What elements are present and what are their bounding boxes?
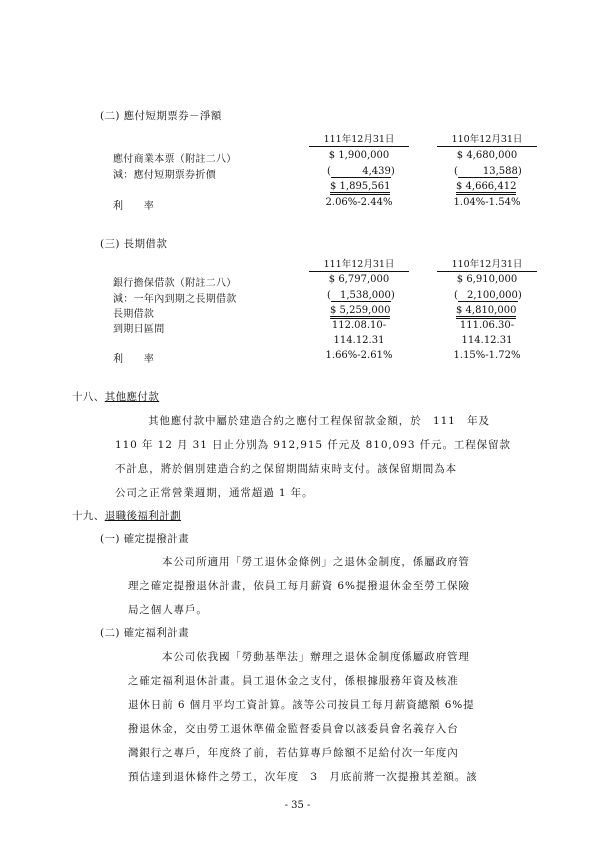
value-2022: $ 1,900,000 bbox=[328, 150, 390, 161]
value-2021-text: 2,100,000 bbox=[458, 290, 518, 302]
paragraph-line: 本公司依我國「勞動基準法」辦理之退休金制度係屬政府管理 bbox=[162, 651, 470, 663]
section-title: 其他應付款 bbox=[104, 391, 160, 403]
value-2022-text: $ 5,259,000 bbox=[330, 305, 390, 319]
row-label: 減：一年內到期之長期借款 bbox=[113, 294, 237, 305]
value-2021: $ 4,680,000 bbox=[456, 150, 518, 161]
subsection-defined-contribution-heading: (一) 確定提撥計畫 bbox=[100, 533, 190, 545]
value-2021-text: $ 4,810,000 bbox=[456, 305, 516, 319]
value-2022: 114.12.31 bbox=[333, 335, 385, 346]
value-2022: 112.08.10- bbox=[331, 320, 387, 331]
value-2021: ( 13,588) bbox=[454, 166, 522, 177]
col-header-2021: 110年12月31日 bbox=[437, 131, 537, 147]
col-header-2021: 110年12月31日 bbox=[437, 256, 537, 272]
value-2021: 1.15%-1.72% bbox=[453, 350, 521, 361]
value-2022: ( 1,538,000) bbox=[327, 290, 395, 301]
section-number: 十八、 bbox=[72, 391, 105, 403]
paragraph-line: 不計息，將於個別建造合約之保留期間結束時支付。該保留期間為本 bbox=[115, 463, 457, 475]
value-2021: ( 2,100,000) bbox=[454, 290, 522, 301]
value-2021: $ 6,910,000 bbox=[456, 274, 518, 285]
row-label: 應付商業本票（附註二八） bbox=[113, 154, 237, 165]
paragraph-line: 撥退休金，交由勞工退休準備金監督委員會以該委員會名義存入台 bbox=[128, 723, 459, 735]
value-2021: 114.12.31 bbox=[461, 335, 513, 346]
section-number: 十九、 bbox=[72, 510, 105, 522]
row-label: 長期借款 bbox=[113, 309, 155, 320]
row-label: 銀行擔保借款（附註二八） bbox=[113, 278, 237, 289]
paragraph-line: 本公司所適用「勞工退休金條例」之退休金制度，係屬政府管 bbox=[162, 556, 470, 568]
value-2022: ( 4,439) bbox=[327, 166, 395, 177]
value-2022: 2.06%-2.44% bbox=[325, 197, 393, 208]
value-2022 bbox=[330, 181, 390, 192]
page-number: - 35 - bbox=[284, 800, 311, 811]
col-header-2022: 111年12月31日 bbox=[309, 256, 409, 272]
paragraph-line: 110 年 12 月 31 日止分別為 912,915 仟元及 810,093 仟元。工程保留款 bbox=[115, 439, 511, 451]
value-2022-text: $ 1,895,561 bbox=[330, 181, 390, 195]
subsection-defined-benefit-heading: (二) 確定福利計畫 bbox=[100, 627, 190, 639]
value-2022: $ 6,797,000 bbox=[328, 274, 390, 285]
paragraph-line: 理之確定提撥退休計畫，依員工每月薪資 6%提撥退休金至勞工保險 bbox=[128, 580, 470, 592]
row-label: 減：應付短期票券折價 bbox=[113, 170, 216, 181]
value-2021: 1.04%-1.54% bbox=[453, 197, 521, 208]
row-label: 利 率 bbox=[113, 201, 155, 212]
value-2021 bbox=[456, 181, 516, 192]
row-label: 到期日區間 bbox=[113, 324, 165, 335]
value-2022 bbox=[330, 305, 390, 316]
value-2022-text: 4,439 bbox=[331, 166, 391, 178]
value-2022: 1.66%-2.61% bbox=[325, 350, 393, 361]
value-2021-text: $ 4,666,412 bbox=[456, 181, 516, 195]
paragraph-line: 退休日前 6 個月平均工資計算。該等公司按員工每月薪資總額 6%提 bbox=[128, 699, 475, 711]
paragraph-line: 其他應付款中屬於建造合約之應付工程保留款金額，於 111 年及 bbox=[148, 415, 490, 427]
col-header-2022: 111年12月31日 bbox=[309, 131, 409, 147]
value-2021-text: 13,588 bbox=[458, 166, 518, 178]
row-label: 利 率 bbox=[113, 354, 155, 365]
paragraph-line: 公司之正常營業週期，通常超過 1 年。 bbox=[115, 487, 314, 499]
paragraph-line: 灣銀行之專戶，年度終了前，若估算專戶餘額不足給付次一年度內 bbox=[128, 747, 459, 759]
paragraph-line: 之確定福利退休計畫。員工退休金之支付，係根據服務年資及核准 bbox=[128, 675, 459, 687]
section-19-heading bbox=[72, 508, 181, 523]
section-short-term-bills-heading: (二) 應付短期票券－淨額 bbox=[100, 110, 222, 122]
value-2021 bbox=[456, 305, 516, 316]
section-18-heading bbox=[72, 389, 159, 404]
value-2022-text: 1,538,000 bbox=[331, 290, 391, 302]
paragraph-line: 局之個人專戶。 bbox=[128, 604, 208, 616]
section-long-term-loans-heading: (三) 長期借款 bbox=[100, 238, 168, 250]
value-2021: 111.06.30- bbox=[459, 320, 515, 331]
section-title: 退職後福利計劃 bbox=[104, 510, 182, 522]
paragraph-line: 預估達到退休條件之勞工，次年度 3 月底前將一次提撥其差額。該 bbox=[128, 771, 478, 783]
